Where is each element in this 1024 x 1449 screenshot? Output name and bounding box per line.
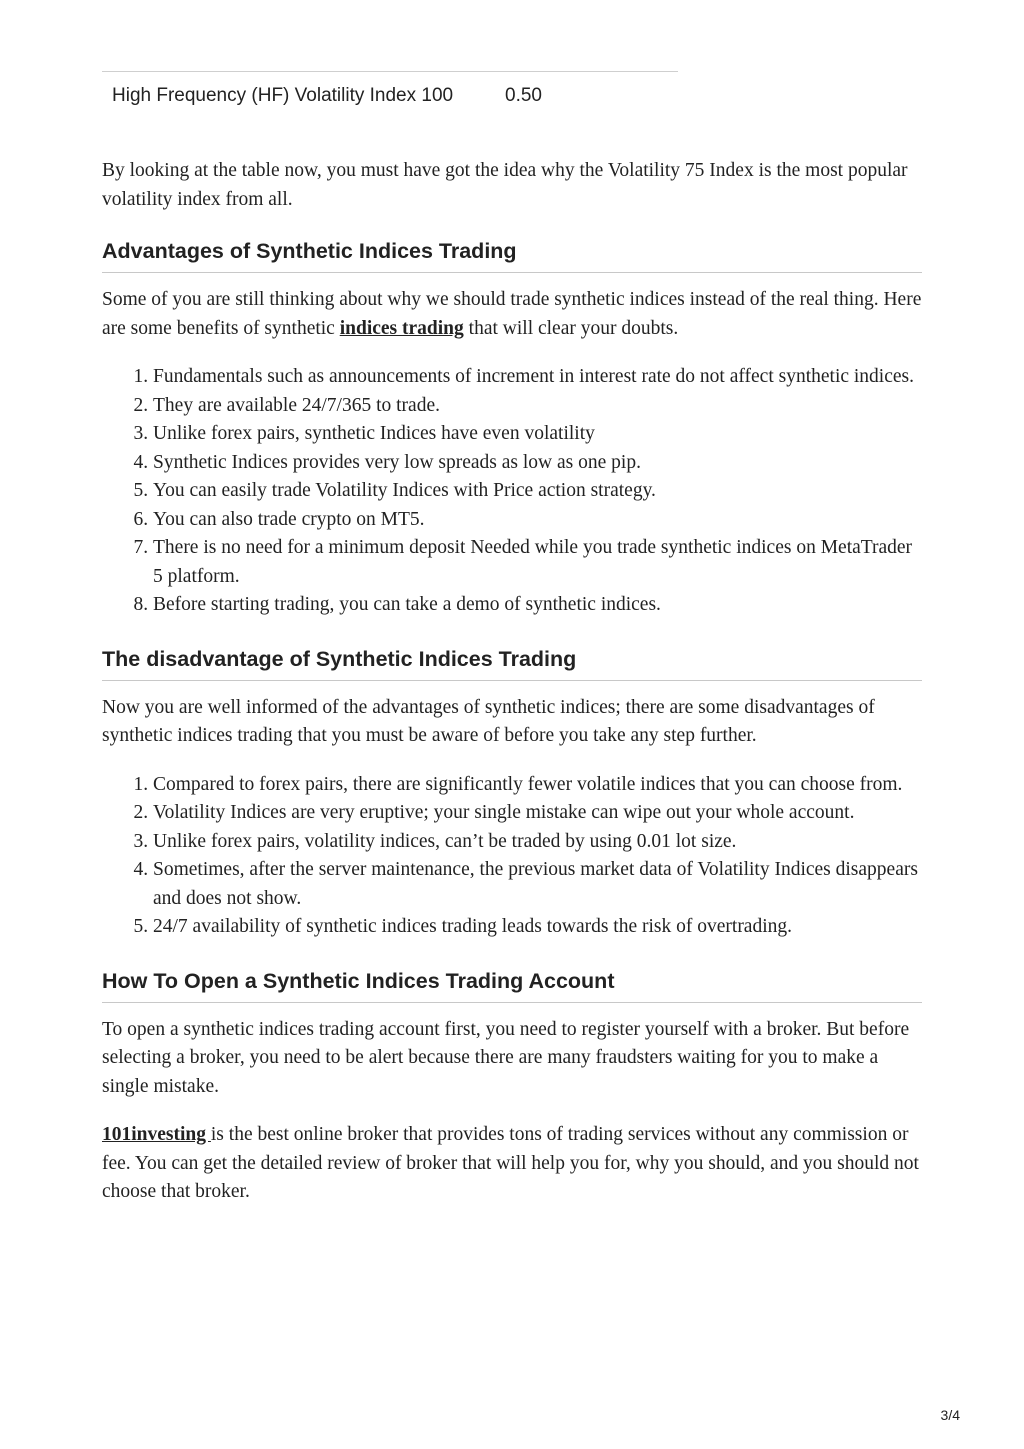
advantages-list: [102, 363, 922, 620]
advantages-text-after: that will clear your doubts.: [463, 317, 679, 339]
list-item: 6. You can also trade crypto on MT5.: [153, 506, 922, 535]
open-account-heading: How To Open a Synthetic Indices Trading Account: [102, 969, 922, 1003]
broker-text: is the best online broker that provides tons of trading services without any commission or fee. You can get the detailed review of broker that will help you for, why you should, and you should not choose that broker.: [102, 1124, 919, 1202]
advantages-text-before: Some of you are still thinking about why we should trade synthetic indices instead of the real thing. Here are some benefits of synthetic: [102, 289, 922, 339]
list-item: 1. Compared to forex pairs, there are significantly fewer volatile indices that you can choose from.: [153, 771, 922, 800]
list-item: 1. Fundamentals such as announcements of increment in interest rate do not affect synthetic indices.: [153, 363, 922, 392]
indices-trading-link[interactable]: indices trading: [339, 317, 464, 339]
list-item: 2. Volatility Indices are very eruptive; your single mistake can wipe out your whole account.: [153, 799, 922, 828]
table-row: [102, 72, 678, 107]
list-item: 8. Before starting trading, you can take a demo of synthetic indices.: [153, 591, 922, 620]
volatility-table: [102, 71, 678, 107]
list-item: 3. Unlike forex pairs, synthetic Indices have even volatility: [153, 420, 922, 449]
article-body: [102, 157, 922, 1207]
list-item: 3. Unlike forex pairs, volatility indices, can’t be traded by using 0.01 lot size.: [153, 828, 922, 857]
list-item: 5. 24/7 availability of synthetic indices trading leads towards the risk of overtrading.: [153, 913, 922, 942]
list-item: 4. Sometimes, after the server maintenance, the previous market data of Volatility Indices disappears and does not show.: [153, 856, 922, 913]
list-item: 7. There is no need for a minimum deposit Needed while you trade synthetic indices on MetaTrader 5 platform.: [153, 534, 922, 591]
advantages-heading: Advantages of Synthetic Indices Trading: [102, 239, 922, 273]
intro-paragraph: By looking at the table now, you must have got the idea why the Volatility 75 Index is the most popular volatility index from all.: [102, 160, 908, 210]
open-account-paragraph: To open a synthetic indices trading account first, you need to register yourself with a broker. But before selecting a broker, you need to be alert because there are many fraudsters waiting for you to make a single mistake.: [102, 1018, 910, 1097]
list-item: 4. Synthetic Indices provides very low spreads as low as one pip.: [153, 449, 922, 478]
disadvantages-paragraph: Now you are well informed of the advantages of synthetic indices; there are some disadvantages of synthetic indices trading that you must be aware of before you take any step further.: [102, 696, 875, 746]
table-cell-index-name: High Frequency (HF) Volatility Index 100: [112, 85, 454, 106]
advantages-paragraph: [102, 286, 922, 343]
disadvantages-heading: The disadvantage of Synthetic Indices Trading: [102, 647, 922, 681]
disadvantages-list: [102, 771, 922, 942]
list-item: 2. They are available 24/7/365 to trade.: [153, 392, 922, 421]
page-number: 3/4: [940, 1407, 960, 1423]
101investing-link[interactable]: 101investing: [102, 1124, 211, 1145]
broker-paragraph: [102, 1121, 922, 1207]
table-cell-value: 0.50: [505, 85, 542, 106]
list-item: 5. You can easily trade Volatility Indices with Price action strategy.: [153, 477, 922, 506]
